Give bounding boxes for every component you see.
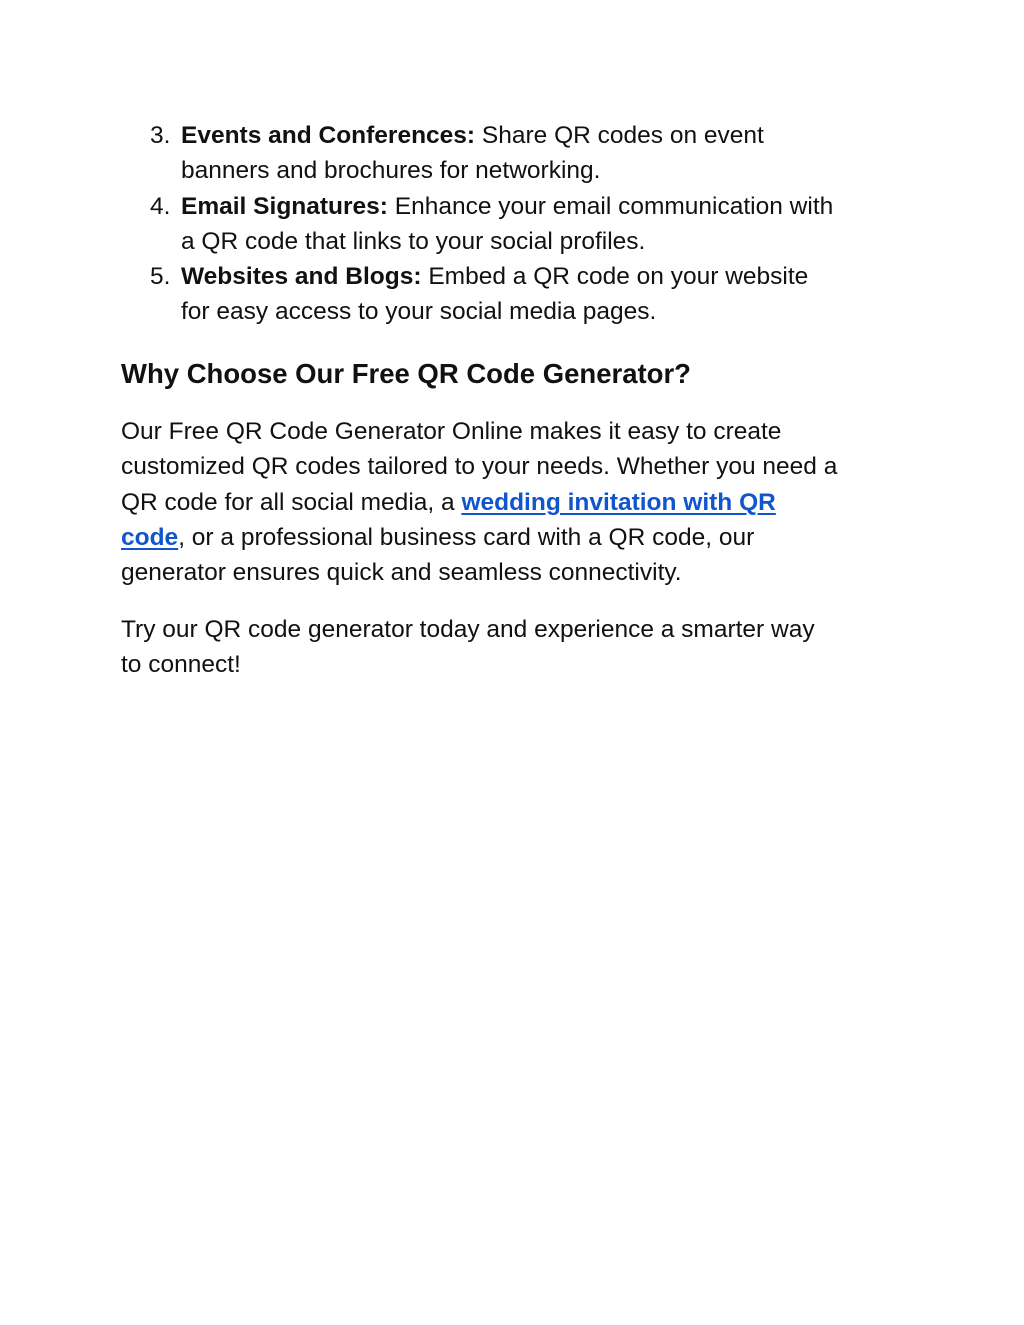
list-item-term: Websites and Blogs: xyxy=(181,263,422,291)
paragraph-text: , or a professional business card with a QR code, our xyxy=(178,523,755,551)
list-item-text: a QR code that links to your social profiles. xyxy=(181,227,646,255)
section-heading: Why Choose Our Free QR Code Generator? xyxy=(121,358,691,389)
list-item-text: Embed a QR code on your website xyxy=(421,263,809,291)
list-item-text: for easy access to your social media pages. xyxy=(181,298,657,326)
intro-paragraph xyxy=(121,414,911,590)
list-item-text: banners and brochures for networking. xyxy=(181,157,601,185)
list-item-number: 5. xyxy=(150,263,171,291)
list-item-text: Enhance your email communication with xyxy=(387,192,834,220)
list-item-term: Events and Conferences: xyxy=(181,122,476,149)
paragraph-text: generator ensures quick and seamless connectivity. xyxy=(121,559,682,587)
list-item-term: Email Signatures: xyxy=(181,192,388,220)
list-item xyxy=(150,118,910,189)
list-item-number: 3. xyxy=(150,122,171,149)
paragraph-text: Try our QR code generator today and experience a smarter way xyxy=(121,616,815,643)
use-case-list xyxy=(150,118,910,330)
link-text[interactable]: wedding invitation with QR xyxy=(461,488,776,516)
link-text[interactable]: code xyxy=(121,523,179,551)
closing-paragraph xyxy=(121,612,911,683)
paragraph-text: Our Free QR Code Generator Online makes it easy to create xyxy=(121,418,782,445)
list-item xyxy=(150,189,910,260)
list-item-text: Share QR codes on event xyxy=(475,122,764,149)
paragraph-text: to connect! xyxy=(121,651,241,679)
list-item xyxy=(150,259,910,330)
paragraph-text: customized QR codes tailored to your needs. Whether you need a xyxy=(121,453,838,481)
paragraph-text: QR code for all social media, a xyxy=(121,488,462,516)
list-item-number: 4. xyxy=(150,192,171,220)
